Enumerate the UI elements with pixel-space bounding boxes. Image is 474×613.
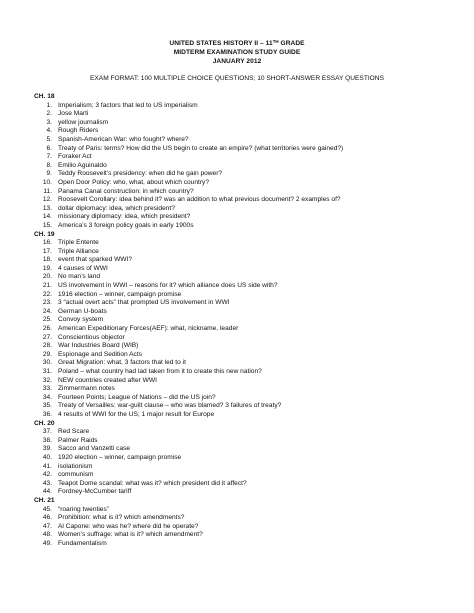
item-number: 45. <box>42 505 52 513</box>
list-item <box>34 445 464 454</box>
item-number: 36. <box>42 410 52 418</box>
item-text: Espionage and Sedition Acts <box>58 350 142 358</box>
list-item <box>34 127 464 136</box>
item-number: 34. <box>42 393 52 401</box>
item-number: 16. <box>42 239 52 247</box>
item-number: 23. <box>42 299 52 307</box>
item-text: 1916 election – winner, campaign promise <box>58 290 182 298</box>
item-text: US involvement in WWI – reasons for it? which alliance does US side with? <box>58 282 278 290</box>
item-text: dollar diplomacy: idea, which president? <box>58 204 175 212</box>
item-number: 29. <box>42 350 52 358</box>
item-number: 31. <box>42 368 52 375</box>
item-number: 30. <box>42 359 52 367</box>
item-text: American Expeditionary Forces(AEF): what, nickname, leader <box>58 325 239 333</box>
list-item <box>34 256 464 265</box>
guide-title: MIDTERM EXAMINATION STUDY GUIDE <box>173 48 301 56</box>
item-number: 21. <box>42 282 52 290</box>
item-number: 43. <box>42 479 52 487</box>
list-item <box>34 179 464 188</box>
item-text: Emilio Aguinaldo <box>58 161 107 169</box>
list-item <box>34 411 464 420</box>
item-number: 9. <box>46 170 52 178</box>
item-number: 37. <box>42 428 52 436</box>
item-text: Fundamentalism <box>58 539 107 547</box>
item-number: 40. <box>42 453 52 461</box>
list-item <box>34 368 464 377</box>
list-item <box>34 136 464 145</box>
list-item <box>34 145 464 154</box>
list-item <box>34 325 464 334</box>
item-number: 41. <box>42 462 52 470</box>
item-text: missionary diplomacy: idea, which president? <box>58 213 191 221</box>
item-number: 25. <box>42 316 52 324</box>
list-item <box>34 222 464 231</box>
list-item <box>34 308 464 317</box>
item-text: Treaty of Paris: terms? How did the US begin to create an empire? (what territories were gained?) <box>58 144 344 152</box>
item-text: Spanish-American War: who fought? where? <box>58 135 189 143</box>
list-item <box>34 506 464 515</box>
item-text: Panama Canal construction: in which country? <box>58 187 194 195</box>
item-text: No man’s land <box>58 273 101 281</box>
item-number: 35. <box>42 402 52 410</box>
item-text: Teddy Roosevelt’s presidency: when did he gain power? <box>58 170 223 178</box>
item-text: Treaty of Versailles: war-guilt clause – who was blamed? 3 failures of treaty? <box>58 402 282 410</box>
item-number: 14. <box>42 213 52 221</box>
item-text: Teapot Dome scandal: what was it? which president did it affect? <box>58 479 247 487</box>
item-text: Poland – what country had lad taken from it to create this new nation? <box>58 368 262 375</box>
item-number: 27. <box>42 333 52 341</box>
item-number: 28. <box>42 342 52 350</box>
list-item <box>34 394 464 403</box>
list-item <box>34 196 464 205</box>
item-text: Conscientious objector <box>58 333 125 341</box>
item-text: Rough Riders <box>58 127 99 135</box>
list-item <box>34 273 464 282</box>
item-text: 4 results of WWI for the US; 1 major result for Europe <box>58 410 215 418</box>
course-title-text: UNITED STATES HISTORY II – 11 <box>169 40 273 47</box>
list-item <box>34 239 464 248</box>
list-item <box>34 265 464 274</box>
item-text: communism <box>58 471 94 479</box>
course-title-suffix: GRADE <box>278 40 305 47</box>
list-item <box>34 205 464 214</box>
item-text: 3 “actual overt acts” that prompted US involvement in WWI <box>58 299 230 307</box>
chapter-heading: CH. 21 <box>34 496 55 504</box>
item-number: 19. <box>42 264 52 272</box>
item-number: 42. <box>42 471 52 479</box>
item-number: 47. <box>42 522 52 530</box>
item-text: Roosevelt Corollary: idea behind it? was an addition to what previous document? 2 examples of? <box>58 196 341 204</box>
grade-superscript: TH <box>272 38 279 44</box>
item-text: 1920 election – winner, campaign promise <box>58 453 182 461</box>
item-text: Jose Marti <box>58 110 89 118</box>
list-item <box>34 514 464 523</box>
item-text: 4 causes of WWI <box>58 264 108 272</box>
item-text: NEW countries created after WWI <box>58 376 157 384</box>
list-item <box>34 110 464 119</box>
item-text: Fourteen Points; League of Nations – did the US join? <box>58 393 216 401</box>
item-number: 18. <box>42 256 52 264</box>
item-text: Palmer Raids <box>58 436 98 444</box>
item-number: 3. <box>46 118 52 126</box>
item-text: America’s 3 foreign policy goals in early 1900s <box>58 221 194 229</box>
item-text: Al Capone: who was he? where did he operate? <box>58 522 199 530</box>
item-text: Fordney-McCumber tariff <box>58 488 132 496</box>
item-number: 32. <box>42 376 52 384</box>
item-text: Zimmermann notes <box>58 385 115 393</box>
item-number: 2. <box>46 110 52 118</box>
item-number: 20. <box>42 273 52 281</box>
item-number: 11. <box>43 187 52 195</box>
list-item <box>34 119 464 128</box>
item-text: Open Door Policy: who, what, about which country? <box>58 178 210 186</box>
list-item <box>34 153 464 162</box>
list-item <box>34 480 464 489</box>
list-item <box>34 471 464 480</box>
item-number: 39. <box>42 445 52 453</box>
study-topics <box>34 93 464 548</box>
item-number: 8. <box>46 161 52 169</box>
list-item <box>34 454 464 463</box>
chapter-heading: CH. 19 <box>34 230 55 238</box>
item-text: Triple Entente <box>58 239 99 247</box>
item-number: 17. <box>42 247 52 255</box>
list-item <box>34 334 464 343</box>
chapter-heading: CH. 20 <box>34 419 55 427</box>
exam-format: EXAM FORMAT: 100 MULTIPLE CHOICE QUESTIONS; 10 SHORT-ANSWER ESSAY QUESTIONS <box>90 75 384 82</box>
list-item <box>34 102 464 111</box>
list-item <box>34 170 464 179</box>
document-header <box>0 40 474 66</box>
item-number: 5. <box>46 135 52 143</box>
list-item <box>34 540 464 549</box>
list-item <box>34 188 464 197</box>
list-item <box>34 316 464 325</box>
item-number: 10. <box>42 178 52 186</box>
item-text: Great Migration: what, 3 factors that led to it <box>58 359 186 367</box>
item-number: 4. <box>46 127 52 135</box>
item-text: Red Scare <box>58 428 90 436</box>
list-item <box>34 377 464 386</box>
item-text: event that sparked WWI? <box>58 256 133 264</box>
item-text: “roaring twenties” <box>58 505 109 513</box>
item-number: 33. <box>42 385 52 393</box>
item-text: Convoy system <box>58 316 104 324</box>
item-number: 38. <box>42 436 52 444</box>
list-item <box>34 437 464 446</box>
list-item <box>34 299 464 308</box>
item-number: 1. <box>46 101 52 109</box>
item-number: 12. <box>42 196 52 204</box>
item-text: yellow journalism <box>58 118 109 126</box>
item-text: Women’s suffrage: what is it? which amendment? <box>58 531 203 539</box>
list-item <box>34 428 464 437</box>
item-text: Imperialism; 3 factors that led to US imperialism <box>58 101 198 109</box>
list-item <box>34 531 464 540</box>
course-title <box>0 40 474 49</box>
item-number: 22. <box>42 290 52 298</box>
item-text: Foraker Act <box>58 153 92 161</box>
item-number: 44. <box>42 488 52 496</box>
item-number: 7. <box>46 153 52 161</box>
list-item <box>34 359 464 368</box>
guide-date: JANUARY 2012 <box>212 57 262 65</box>
chapter-heading: CH. 18 <box>34 93 55 100</box>
item-number: 6. <box>46 144 52 152</box>
list-item <box>34 248 464 257</box>
item-text: War Industries Board (WIB) <box>58 342 139 350</box>
list-item <box>34 385 464 394</box>
list-item <box>34 342 464 351</box>
list-item <box>34 402 464 411</box>
item-number: 46. <box>42 514 52 522</box>
list-item <box>34 463 464 472</box>
item-text: Triple Alliance <box>58 247 99 255</box>
item-number: 49. <box>42 539 52 547</box>
list-item <box>34 523 464 532</box>
list-item <box>34 351 464 360</box>
item-text: German U-boats <box>58 307 107 315</box>
item-number: 13. <box>42 204 52 212</box>
list-item <box>34 282 464 291</box>
item-text: Sacco and Vanzetti case <box>58 445 131 453</box>
item-number: 15. <box>42 221 52 229</box>
item-text: Prohibition: what is it? which amendments? <box>58 514 185 522</box>
item-number: 24. <box>42 307 52 315</box>
item-number: 26. <box>42 325 52 333</box>
list-item <box>34 291 464 300</box>
item-text: isolationism <box>58 462 93 470</box>
item-number: 48. <box>42 531 52 539</box>
list-item <box>34 488 464 497</box>
list-item <box>34 213 464 222</box>
list-item <box>34 162 464 171</box>
